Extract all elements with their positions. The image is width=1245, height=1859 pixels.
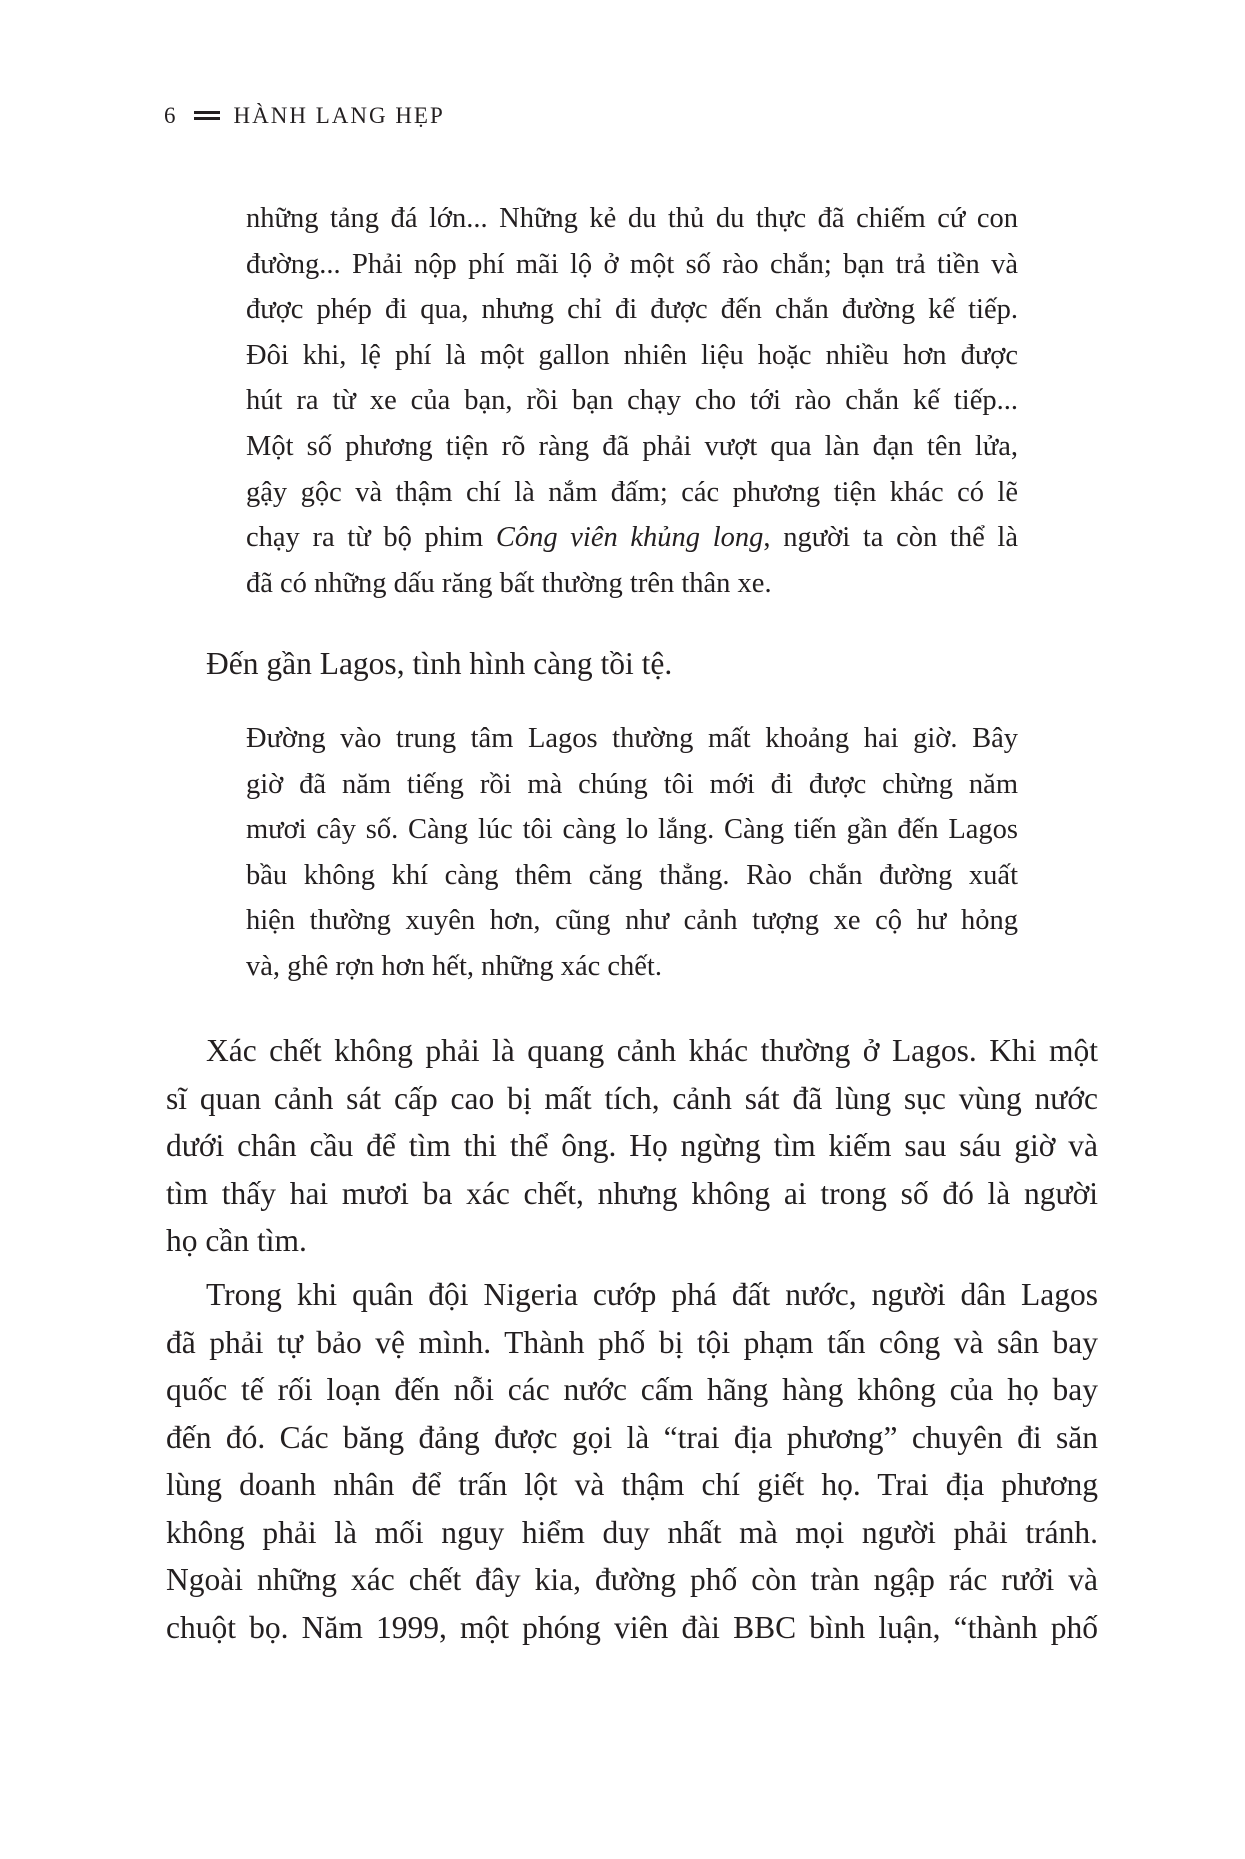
paragraph-line: Ngoài những xác chết đây kia, đường phố còn tràn ngập rác rưởi và	[166, 1562, 1098, 1597]
quote-line	[246, 515, 1018, 561]
quote-line: mươi cây số. Càng lúc tôi càng lo lắng. Càng tiến gần đến Lagos	[246, 814, 1018, 846]
paragraph-line: đến đó. Các băng đảng được gọi là “trai địa phương” chuyên đi săn	[166, 1419, 1098, 1455]
paragraph-line: dưới chân cầu để tìm thi thể ông. Họ ngừng tìm kiếm sau sáu giờ và	[166, 1128, 1098, 1163]
quote-line: đã có những dấu răng bất thường trên thân xe.	[246, 567, 772, 599]
body-paragraph-1	[166, 1027, 1098, 1265]
quote-line: Đôi khi, lệ phí là một gallon nhiên liệu hoặc nhiều hơn được	[246, 339, 1018, 371]
quote-line: Đường vào trung tâm Lagos thường mất khoảng hai giờ. Bây	[246, 723, 1018, 754]
paragraph-line: Trong khi quân đội Nigeria cướp phá đất nước, người dân Lagos	[206, 1277, 1098, 1312]
paragraph-line: sĩ quan cảnh sát cấp cao bị mất tích, cảnh sát đã lùng sục vùng nước	[166, 1080, 1098, 1116]
paragraph-line: chuột bọ. Năm 1999, một phóng viên đài BBC bình luận, “thành phố	[166, 1609, 1098, 1645]
film-title: Công viên khủng long	[495, 522, 764, 554]
quote-line: hiện thường xuyên hơn, cũng như cảnh tượng xe cộ hư hỏng	[246, 905, 1018, 937]
quote-line: Một số phương tiện rõ ràng đã phải vượt qua làn đạn tên lửa,	[246, 430, 1018, 462]
book-title: HÀNH LANG HẸP	[233, 103, 445, 128]
transition-sentence: Đến gần Lagos, tình hình càng tồi tệ.	[206, 646, 673, 681]
paragraph-line: lùng doanh nhân để trấn lột và thậm chí giết họ. Trai địa phương	[166, 1467, 1098, 1502]
paragraph-line: tìm thấy hai mươi ba xác chết, nhưng không ai trong số đó là người	[166, 1175, 1098, 1211]
body-paragraph-2	[166, 1271, 1098, 1651]
quote-line: những tảng đá lớn... Những kẻ du thủ du thực đã chiếm cứ con	[246, 203, 1018, 234]
quote-line: gậy gộc và thậm chí là nắm đấm; các phương tiện khác có lẽ	[246, 476, 1018, 508]
paragraph-line: quốc tế rối loạn đến nỗi các nước cấm hãng hàng không của họ bay	[166, 1372, 1098, 1407]
quote-text: chạy ra từ bộ phim	[246, 522, 496, 554]
paragraph-line: không phải là mối nguy hiểm duy nhất mà mọi người phải tránh.	[166, 1514, 1098, 1550]
paragraph-line: đã phải tự bảo vệ mình. Thành phố bị tội phạm tấn công và sân bay	[166, 1324, 1098, 1360]
block-quote-2	[246, 716, 1018, 990]
quote-line: bầu không khí càng thêm căng thẳng. Rào chắn đường xuất	[246, 859, 1018, 891]
quote-line: hút ra từ xe của bạn, rồi bạn chạy cho tới rào chắn kế tiếp...	[246, 385, 1018, 417]
paragraph-line: Xác chết không phải là quang cảnh khác thường ở Lagos. Khi một	[206, 1033, 1098, 1068]
double-rule-ornament	[194, 111, 220, 120]
quote-line: giờ đã năm tiếng rồi mà chúng tôi mới đi được chừng năm	[246, 768, 1018, 800]
quote-line: và, ghê rợn hơn hết, những xác chết.	[246, 950, 662, 982]
quote-text: , người ta còn thể là	[763, 522, 1018, 554]
quote-line: đường... Phải nộp phí mãi lộ ở một số rào chắn; bạn trả tiền và	[246, 248, 1018, 280]
block-quote-1	[246, 196, 1018, 606]
page-number: 6	[164, 103, 178, 128]
running-head	[164, 101, 445, 131]
paragraph-line: họ cần tìm.	[166, 1223, 307, 1258]
quote-line: được phép đi qua, nhưng chỉ đi được đến chắn đường kế tiếp.	[246, 294, 1018, 326]
